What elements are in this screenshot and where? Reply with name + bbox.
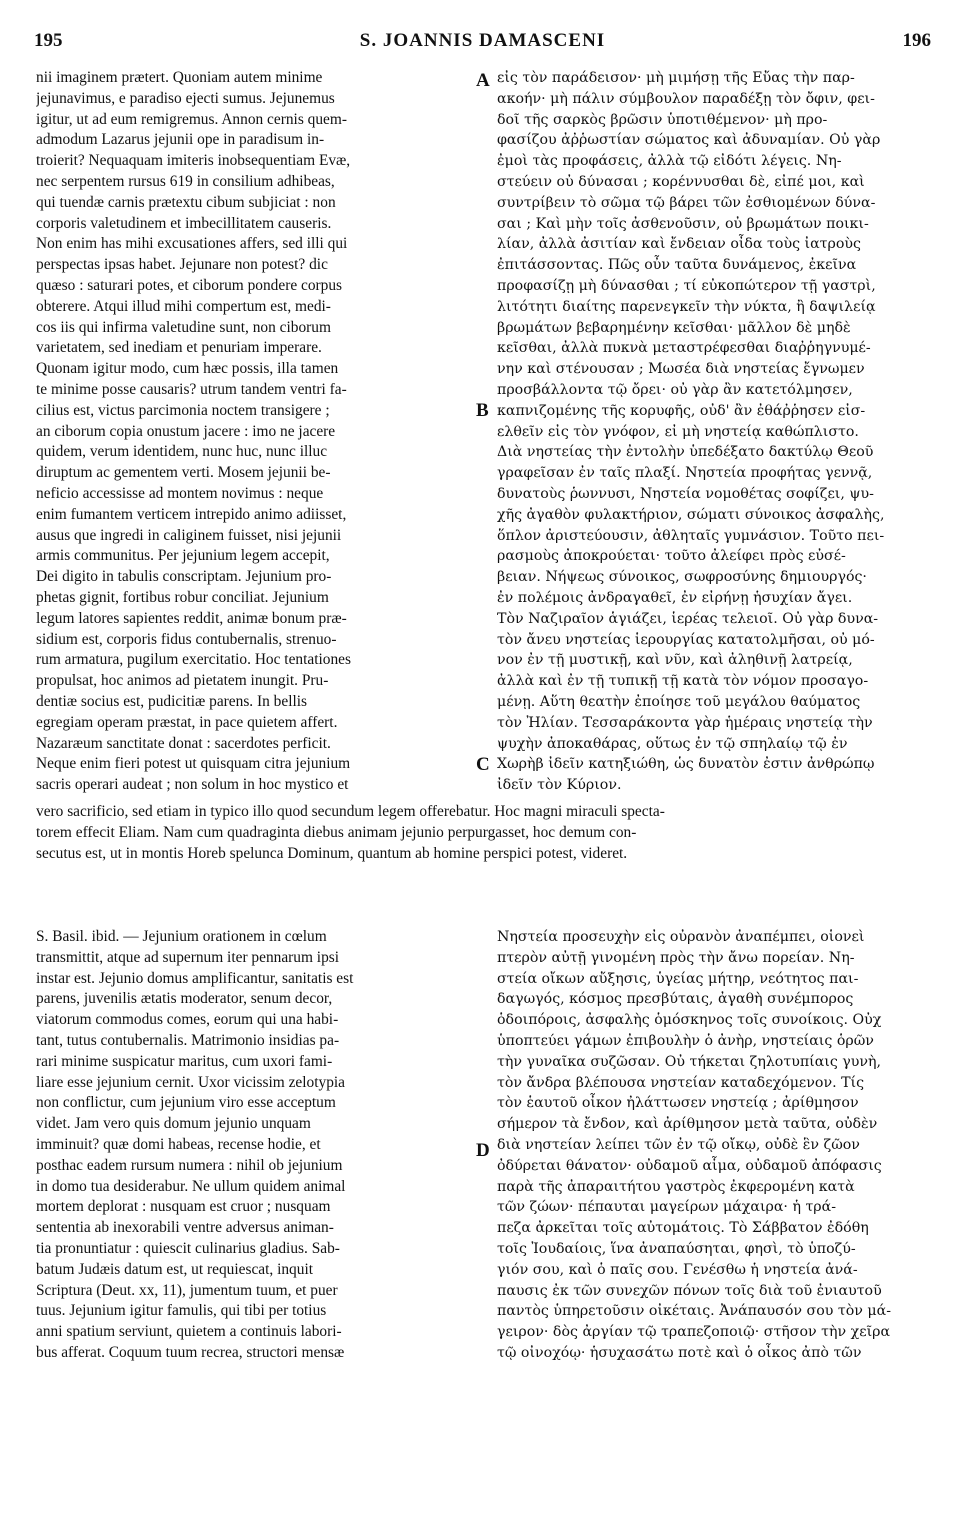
text-line: sidium est, corporis fidus contubernalis, strenuo- — [36, 630, 337, 648]
text-line: ακοήν· μὴ πάλιν σύμβουλον παραδέξῃ τὸν ὄφιν, φει- — [497, 90, 875, 107]
text-line: σαι ; Καὶ μὴν τοῖς ἀσθενοῦσιν, οὐ βρωμάτων ποικι- — [497, 215, 869, 232]
text-line: τῷ οἰνοχόῳ· ἡσυχασάτω ποτὲ καὶ ὁ οἶκος ἀπὸ τῶν — [497, 1344, 862, 1361]
text-line: igitur, ut ad eum remigremus. Annon cernis quem- — [36, 110, 347, 128]
text-line: τὴν γυναῖκα συζῶσαν. Οὐ τήκεται ζηλοτυπίαις γυνὴ, — [497, 1053, 882, 1070]
text-line: προσβάλλοντα τῷ ὄρει· οὐ γὰρ ἂν κατετόλμησεν, — [497, 381, 853, 398]
text-line: ρασμοὺς ἀποκρούεται· τοῦτο ἀλείφει πρὸς εὐσέ- — [497, 548, 846, 565]
text-line: ausus que ingredi in caliginem fuisset, nisi jejunii — [36, 526, 342, 544]
text-line: viatorum commodus comes, eorum qui una habi- — [36, 1011, 339, 1029]
full-width-paragraph — [36, 802, 930, 864]
text-line: obterere. Atqui illud mihi compertum est, medi- — [36, 297, 331, 315]
text-line: γειρον· δὸς ἀργίαν τῷ τραπεζοποιῷ· στῆσον τὴν χεῖρα — [497, 1324, 891, 1341]
text-line: vero sacrificio, sed etiam in typico illo quod secundum legem offerebatur. Hoc magni miraculi specta- — [36, 803, 665, 820]
margin-mark-d: D — [476, 1140, 490, 1161]
text-line: γιόν σου, καὶ ὁ παῖς σου. Γενέσθω ἡ νηστεία ἀνά- — [497, 1261, 858, 1278]
text-line: liare esse jejunium cernit. Uxor vicissim zelotypia — [36, 1073, 346, 1091]
text-line: μένῃ. Αὕτη θεατὴν ἐποίησε τοῦ μεγάλου θαύματος — [497, 693, 861, 710]
text-line: κεῖσθαι, ἀλλὰ πυκνὰ μεταστρέφεσθαι διαῤῥηγνυμέ- — [497, 340, 871, 357]
text-line: instar est. Jejunio domus amplificantur, sanitatis est — [36, 969, 354, 987]
text-line: Τὸν Ναζιραῖον ἁγιάζει, ἱερέας τελειοῖ. Οὐ γὰρ δυνα- — [497, 610, 879, 627]
text-line: διὰ νηστείαν λείπει τῶν ἐν τῷ οἴκῳ, οὐδὲ ἓν ζῶον — [497, 1136, 860, 1153]
text-line: ἰδεῖν τὸν Κύριον. — [497, 777, 622, 794]
text-line: εἰς τὸν παράδεισον· μὴ μιμήσῃ τῆς Εὔας τὴν παρ- — [497, 70, 855, 86]
text-line: Quonam igitur modo, cum hæc possis, illa tamen — [36, 360, 339, 378]
margin-mark-c: C — [476, 754, 490, 775]
text-line: parens, juvenilis ætatis moderator, senum decor, — [36, 990, 333, 1008]
text-line: tuus. Jejunium igitur famulis, qui tibi per totius — [36, 1302, 327, 1320]
text-line: phetas gignit, fortibus robur conciliat. Jejunium — [36, 588, 329, 606]
text-line: Scriptura (Deut. xx, 11), jumentum tuum, et puer — [36, 1281, 338, 1299]
text-line: varietatem, sed inediam et penuriam imperare. — [36, 339, 322, 357]
text-line: Χωρὴβ ἰδεῖν κατηξιώθη, ὡς δυνατὸν ἐστιν ἀνθρώπῳ — [497, 756, 875, 773]
running-title: S. JOANNIS DAMASCENI — [359, 30, 606, 51]
text-line: τὸν ἄνευ νηστείας ἱερουργίας κατατολμῆσαι, οὐ μό- — [497, 631, 875, 648]
text-line: posthac eadem rursum numera : nihil ob jejunium — [36, 1156, 343, 1174]
text-line: anni spatium serviunt, quietem a continuis labori- — [36, 1323, 342, 1341]
text-line: armis communitus. Per jejunium legem accepit, — [36, 547, 330, 565]
text-line: τὸν ἑαυτοῦ οἶκον ἠλάττωσεν νηστείᾳ ; ἀρίθμησον — [497, 1095, 859, 1112]
text-line: παντὸς ὑπηρετοῦσιν οἰκέταις. Ἀνάπαυσόν σου τὸν μά- — [497, 1303, 892, 1320]
text-line: quidem, verum identidem, nunc huc, nunc illuc — [36, 443, 328, 461]
text-line: ὅπλον ἀριστεύουσιν, ἀθληταῖς γυμνάσιον. Τοῦτο πει- — [497, 527, 885, 544]
text-line: ἐπιτάσσοντας. Πῶς οὖν ταῦτα δυνάμενος, ἐκεῖνα — [497, 257, 857, 274]
text-line: imminuit? quæ domi habeas, recense hodie, et — [36, 1135, 321, 1153]
text-line: diruptum ac gementem verti. Mosem jejunii be- — [36, 464, 331, 482]
text-line: τοῖς Ἰουδαίοις, ἵνα ἀναπαύσηται, φησὶ, τὸ ὑποζύ- — [497, 1240, 856, 1257]
text-line: τὸν ἄνδρα βλέπουσα νηστείαν καταδεχόμενον. Τίς — [497, 1074, 865, 1091]
text-line: προφασίζῃ μὴ δύνασθαι ; τί εὐκοπώτερον τῇ γαστρὶ, — [497, 277, 876, 294]
text-line: egregiam operam præstat, in pace quietem affert. — [36, 713, 338, 731]
text-line: qui tuendæ carnis prætextu cibum subjiciat : non — [36, 193, 336, 211]
text-line: δοῖ τῆς σαρκὸς βρῶσιν ὑποτιθέμενον· μὴ προ- — [497, 111, 828, 128]
text-line: πεζα ἀρκεῖται τοῖς αὐτομάτοις. Τὸ Σάββατον ἐδόθη — [497, 1220, 869, 1237]
text-line: batum Judæis datum est, ut requiescat, inquit — [36, 1260, 313, 1278]
text-line: tia pronuntiatur : quiescit culinarius gladius. Sab- — [36, 1239, 340, 1257]
text-line: sententia ab inexorabili ventre adversus animan- — [36, 1219, 334, 1237]
text-line: legum latores sapientes reddit, animæ bonum præ- — [36, 609, 347, 627]
text-line: ελθεῖν εἰς τὸν γνόφον, εἰ μὴ νηστείᾳ καθώπλιστο. — [497, 423, 859, 440]
text-line: στεύειν οὐ δύνασαι ; κορέννυσθαι δὲ, εἰπέ μοι, καὶ — [497, 173, 865, 190]
text-line: τῶν ζώων· πέπαυται μαγείρων μάχαιρα· ἡ τρά- — [497, 1199, 837, 1216]
text-line: secutus est, ut in montis Horeb spelunca Dominum, quantum ab homine perspici potest, videret. — [36, 844, 628, 862]
text-line: admodum Lazarus jejunii ope in paradisum in- — [36, 131, 325, 149]
text-line: S. Basil. ibid. — Jejunium orationem in cœlum — [36, 928, 327, 945]
text-line: ψυχὴν ἀποκαθάρας, οὕτως ἐν τῷ σπηλαίῳ τῷ ἐν — [497, 735, 848, 752]
text-line: perspectas ipsas habet. Jejunare non potest? dic — [36, 256, 328, 274]
page-number-left: 195 — [34, 30, 63, 51]
text-line: δυνατοὺς ῥωννυσι, Νηστεία νομοθέτας σοφίζει, ψυ- — [497, 485, 874, 502]
text-line: πτερὸν αὐτῇ γινομένη πρὸς τὴν ἄνω πορείαν. Νη- — [497, 949, 855, 966]
text-line: ἀλλὰ καὶ ἐν τῇ τυπικῇ τῇ κατὰ τὸν νόμον προσαγο- — [497, 673, 869, 690]
text-line: νον ἐν τῇ μυστικῇ, καὶ νῦν, καὶ ἀληθινῇ λατρείᾳ, — [497, 652, 853, 669]
latin-column-section-2 — [36, 927, 470, 1364]
text-line: bus afferat. Coquum tuum recrea, structori mensæ — [36, 1343, 345, 1361]
text-line: rari minime suspicatur maritus, cum uxori fami- — [36, 1052, 333, 1070]
text-line: καπνιζομένης τῆς κορυφῆς, οὐδ' ἂν ἐθάῤῥησεν εἰσ- — [497, 402, 866, 419]
text-line: Neque enim fieri potest ut quisquam citra jejunium — [36, 755, 351, 773]
text-line: nii imaginem prætert. Quoniam autem minime — [36, 69, 323, 86]
text-line: nec serpentem rursus 619 in consilium adhibeas, — [36, 172, 335, 190]
text-line: quæso : saturari potes, et ciborum pondere corpus — [36, 276, 343, 294]
text-line: cos iis qui infirma valetudine sunt, non ciborum — [36, 318, 331, 336]
text-line: ἐν πολέμοις ἀνδραγαθεῖ, ἐν εἰρήνῃ ἡσυχίαν ἄγει. — [497, 589, 853, 606]
text-line: enim fumantem verticem intrepido animo adiisset, — [36, 505, 347, 523]
greek-column-section-1 — [497, 68, 930, 796]
text-line: Nazaræum sanctitate donat : sacerdotes perficit. — [36, 734, 331, 752]
text-line: τὸν Ἠλίαν. Τεσσαράκοντα γὰρ ἡμέραις νηστείᾳ τὴν — [497, 714, 873, 731]
text-line: συντρίβειν τὸ σῶμα τῷ βάρει τῶν ἐσθιομένων δύνα- — [497, 194, 876, 211]
text-line: torem effecit Eliam. Nam cum quadraginta diebus animam jejunio perpurgasset, hoc demum con- — [36, 823, 637, 841]
text-line: videt. Jam vero quis domum jejunio unquam — [36, 1115, 311, 1133]
text-line: ὑποπτεύει γάμων ἐπιβουλὴν ὁ ἀνὴρ, νηστείαις ὁρῶν — [497, 1032, 874, 1049]
text-line: χῆς ἀγαθὸν φυλακτήριον, σώματι σύνοικος ἀσφαλὴς, — [497, 506, 885, 523]
margin-mark-b: B — [476, 400, 489, 421]
page-number-right: 196 — [902, 30, 931, 51]
text-line: jejunavimus, e paradiso ejecti sumus. Jejunemus — [36, 89, 335, 107]
text-line: Non enim has mihi excusationes affers, sed illi qui — [36, 235, 348, 253]
text-line: in domo tua desiderabur. Ne ullum quidem animal — [36, 1177, 346, 1195]
text-line: γραφεῖσαν ἐν ταῖς πλαξί. Νηστεία προφήτας γεννᾷ, — [497, 465, 873, 482]
text-line: βειαν. Νήψεως σύνοικος, σωφροσύνης δημιουργός· — [497, 569, 867, 586]
text-line: mortem deplorat : nusquam est cruor ; nusquam — [36, 1198, 331, 1216]
text-line: troierit? Nequaquam imiteris inobsequentiam Evæ, — [36, 152, 351, 170]
text-line: dentiæ socius est, pudicitiæ parens. In bellis — [36, 692, 308, 710]
text-line: an ciborum copia onustum jacere : imo ne jacere — [36, 422, 336, 440]
text-line: στεία οἴκων αὔξησις, ὑγείας μήτηρ, νεότητος παι- — [497, 970, 859, 987]
text-line: ἐμοὶ τὰς προφάσεις, ἀλλὰ τῷ εἰδότι λέγεις. Νη- — [497, 153, 842, 170]
text-line: propulsat, hoc animos ad pietatem inungit. Pru- — [36, 672, 329, 690]
text-line: παυσις ἐκ τῶν συνεχῶν πόνων τοῖς διὰ τοῦ ἐνιαυτοῦ — [497, 1282, 882, 1299]
greek-column-section-2 — [497, 927, 930, 1364]
text-line: rum armatura, pugilum exercitatio. Hoc tentationes — [36, 651, 351, 669]
text-line: νην καὶ στένουσαν ; Μωσέα διὰ νηστείας ἔγνωμεν — [497, 361, 865, 378]
text-line: cilius est, victus parcimonia noctem transigere ; — [36, 401, 330, 419]
text-line: σήμερον τὰ ἔνδον, καὶ ἀρίθμησον μετὰ ταῦτα, οὐδὲν — [497, 1116, 878, 1133]
text-line: παρὰ τῆς ἀπαραιτήτου γαστρὸς ἐκφερομένη κατὰ — [497, 1178, 855, 1195]
text-line: transmittit, atque ad supernum iter pennarum ipsi — [36, 948, 340, 966]
text-line: λίαν, ἀλλὰ ἀσιτίαν καὶ ἔνδειαν οἶδα τοὺς ἰατροὺς — [497, 236, 861, 253]
text-line: Νηστεία προσευχὴν εἰς οὐρανὸν ἀναπέμπει, οἱονεὶ — [497, 929, 865, 945]
text-line: tant, tutus contubernalis. Matrimonio insidias pa- — [36, 1031, 340, 1049]
text-line: Διὰ νηστείας τὴν ἐντολὴν ὑπεδέξατο δακτύλῳ Θεοῦ — [497, 444, 874, 461]
text-line: ὀδύρεται θάνατον· οὐδαμοῦ αἷμα, οὐδαμοῦ ἀπόφασις — [497, 1157, 882, 1174]
latin-column-section-1 — [36, 68, 470, 796]
text-line: Dei digito in tabulis conscriptam. Jejunium pro- — [36, 568, 332, 586]
page-header — [34, 30, 931, 56]
text-line: ὁδοιπόροις, ἀσφαλὴς ὁμόσκηνος τοῖς συνοίκοις. Οὐχ — [497, 1012, 882, 1029]
text-line: φασίζου ἀῤῥωστίαν σώματος καὶ ἀδυναμίαν. Οὐ γὰρ — [497, 132, 881, 149]
text-line: neficio accessisse ad montem novimus : neque — [36, 484, 324, 502]
text-line: te minime posse causaris? utrum tandem ventri fa- — [36, 380, 347, 398]
text-line: sacris operari audeat ; non solum in hoc mystico et — [36, 776, 349, 794]
text-line: βρωμάτων βεβαρημένην κεῖσθαι· μᾶλλον δὲ μηδὲ — [497, 319, 851, 336]
text-line: λιτότητι διαίτης παρενεγκεῖν τὴν νύκτα, ἢ δαψιλείᾳ — [497, 298, 876, 315]
margin-mark-a: A — [476, 70, 490, 91]
text-line: non conflictur, cum jejunium viro esse acceptum — [36, 1094, 336, 1112]
text-line: corporis valetudinem et imbecillitatem causeris. — [36, 214, 332, 232]
text-line: δαγωγός, κόσμος πρεσβύταις, ἀγαθὴ συνέμπορος — [497, 991, 854, 1008]
